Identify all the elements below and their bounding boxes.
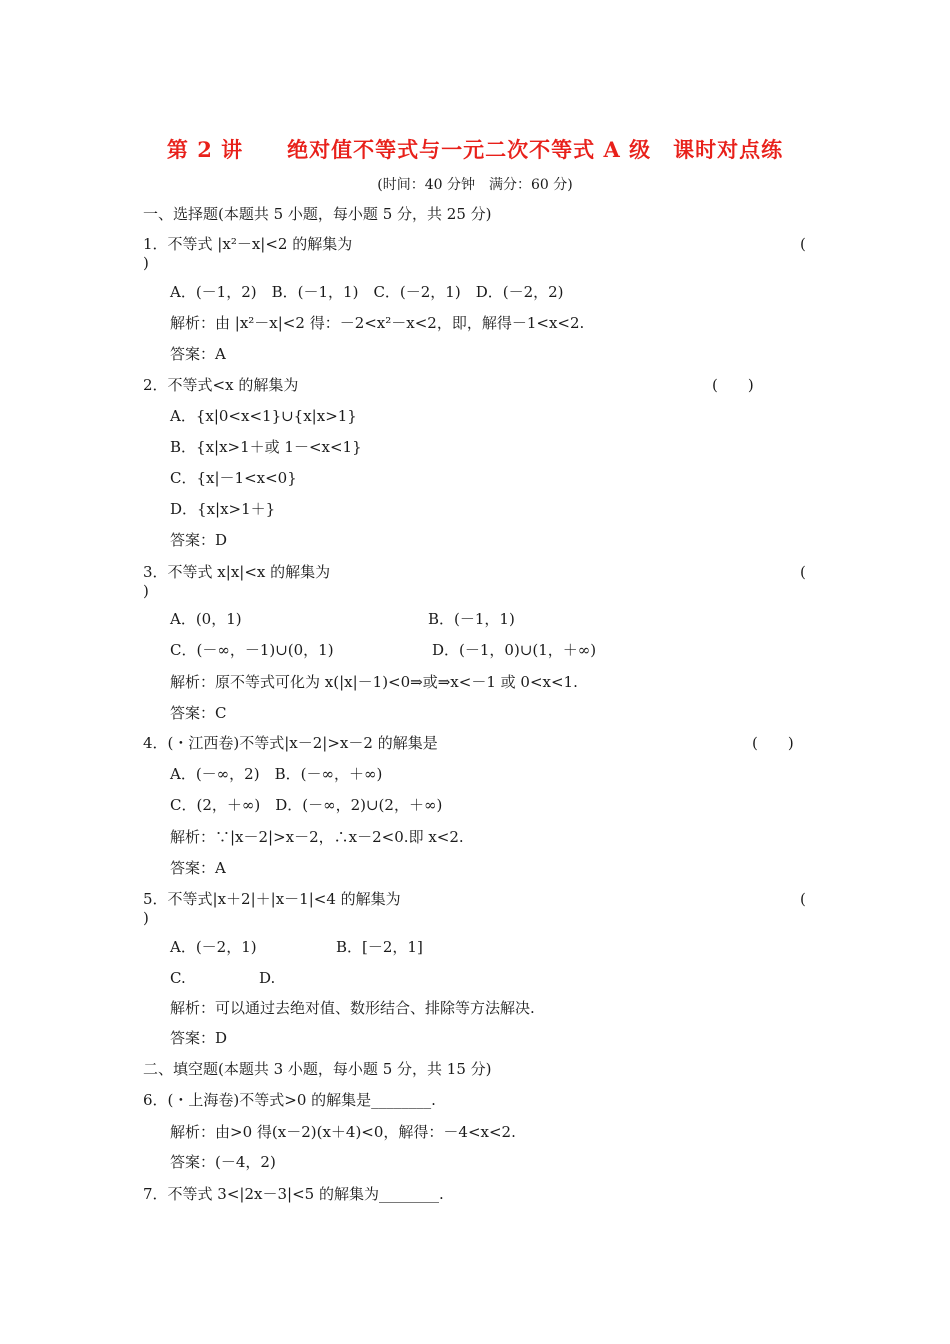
question-3-paren-open: ( — [800, 563, 806, 581]
exam-info: (时间：40 分钟 满分：60 分) — [377, 177, 573, 193]
question-5-option-b: B．[－2，1] — [336, 938, 423, 956]
page-title: 第 2 讲 绝对值不等式与一元二次不等式 A 级 课时对点练 — [166, 137, 784, 162]
question-4-options-row-2: C．(2，＋∞) D．(－∞，2)∪(2，＋∞) — [170, 796, 443, 814]
question-3-stem: 3．不等式 x|x|<x 的解集为 — [143, 563, 331, 581]
question-4-analysis: 解析：∵|x－2|>x－2，∴x－2<0.即 x<2. — [170, 828, 464, 846]
question-6-analysis: 解析：由>0 得(x－2)(x＋4)<0，解得：－4<x<2. — [170, 1123, 516, 1141]
question-5-option-c: C. — [170, 969, 186, 987]
question-4-paren: ( ) — [752, 734, 794, 752]
question-5-stem: 5．不等式|x＋2|＋|x－1|<4 的解集为 — [143, 890, 401, 908]
question-2-option-a: A．{x|0<x<1}∪{x|x>1} — [170, 407, 357, 425]
question-2-stem: 2．不等式<x 的解集为 — [143, 376, 299, 394]
question-5-paren-open: ( — [800, 890, 806, 908]
question-4-stem: 4．(・江西卷)不等式|x－2|>x－2 的解集是 — [143, 734, 438, 752]
question-1-options: A．(－1，2) B．(－1，1) C．(－2，1) D．(－2，2) — [170, 283, 564, 301]
question-3-analysis: 解析：原不等式可化为 x(|x|－1)<0⇒或⇒x<－1 或 0<x<1. — [170, 673, 578, 691]
question-5-paren-close: ) — [143, 909, 149, 927]
question-2-option-c: C．{x|－1<x<0} — [170, 469, 297, 487]
question-2-option-d: D．{x|x>1＋} — [170, 500, 276, 518]
section-heading-fill: 二、填空题(本题共 3 小题，每小题 5 分，共 15 分) — [143, 1060, 492, 1078]
question-1-paren-close: ) — [143, 254, 149, 272]
question-6-answer: 答案：(－4，2) — [170, 1153, 276, 1171]
question-2-option-b: B．{x|x>1＋或 1－<x<1} — [170, 438, 362, 456]
question-4-options-row-1: A．(－∞，2) B．(－∞，＋∞) — [170, 765, 383, 783]
question-3-paren-close: ) — [143, 582, 149, 600]
question-7-stem: 7．不等式 3<|2x－3|<5 的解集为________. — [143, 1185, 444, 1203]
question-3-answer: 答案：C — [170, 704, 227, 722]
question-2-paren: ( ) — [712, 376, 754, 394]
question-2-answer: 答案：D — [170, 531, 228, 549]
question-1-paren-open: ( — [800, 235, 806, 253]
question-1-answer: 答案：A — [170, 345, 226, 363]
question-3-option-c: C．(－∞，－1)∪(0，1) — [170, 641, 334, 659]
question-1-analysis: 解析：由 |x²－x|<2 得：－2<x²－x<2，即，解得－1<x<2. — [170, 314, 585, 332]
section-heading-choice: 一、选择题(本题共 5 小题，每小题 5 分，共 25 分) — [143, 205, 492, 223]
question-3-option-b: B．(－1，1) — [428, 610, 515, 628]
question-5-analysis: 解析：可以通过去绝对值、数形结合、排除等方法解决. — [170, 999, 535, 1017]
question-4-answer: 答案：A — [170, 859, 226, 877]
question-5-option-d: D. — [259, 969, 276, 987]
question-5-answer: 答案：D — [170, 1029, 228, 1047]
question-5-option-a: A．(－2，1) — [170, 938, 257, 956]
question-1-stem: 1．不等式 |x²－x|<2 的解集为 — [143, 235, 353, 253]
question-3-option-d: D．(－1，0)∪(1，＋∞) — [432, 641, 597, 659]
question-6-stem: 6．(・上海卷)不等式>0 的解集是________. — [143, 1091, 436, 1109]
question-3-option-a: A．(0，1) — [170, 610, 242, 628]
